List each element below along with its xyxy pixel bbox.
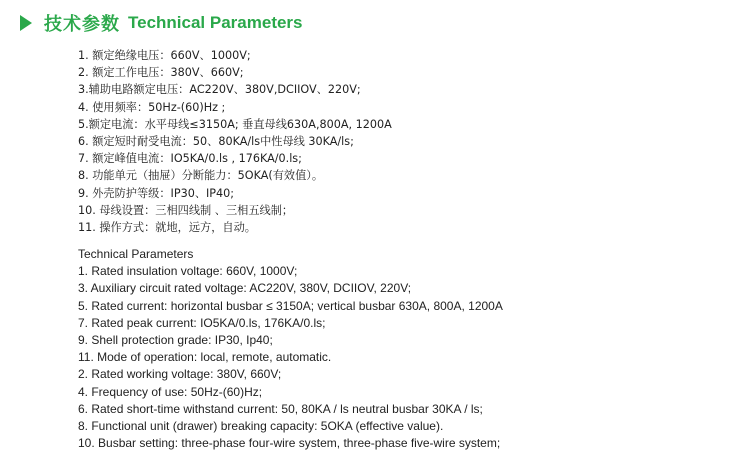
cn-param-item: 8. 功能单元（抽屉）分断能力：5OKA(有效值）。 — [78, 169, 324, 183]
en-param-item: 5. Rated current: horizontal busbar ≤ 3150A; vertical busbar 630A, 800A, 1200A — [78, 298, 503, 313]
cn-param-item: 9. 外壳防护等级：IP30、IP40; — [78, 186, 235, 200]
cn-param-item: 7. 额定峰值电流：IO5KA/0.ls , 176KA/0.ls; — [78, 152, 302, 166]
play-arrow-icon — [20, 15, 32, 31]
cn-param-item: 10. 母线设置：三相四线制 、三相五线制； — [78, 203, 294, 217]
section-header — [20, 10, 303, 36]
en-param-item: 4. Frequency of use: 50Hz-(60)Hz; — [78, 384, 263, 399]
cn-param-item: 3.辅助电路额定电压：AC220V、380V,DCIIOV、220V; — [78, 83, 361, 97]
en-param-item: 3. Auxiliary circuit rated voltage: AC220V, 380V, DCIIOV, 220V; — [78, 281, 412, 296]
cn-param-item: 11. 操作方式：就地，远方，自动。 — [78, 221, 256, 235]
cn-param-item: 2. 额定工作电压：380V、660V; — [78, 66, 244, 80]
en-parameter-list — [78, 263, 503, 452]
cn-param-item: 5.额定电流：水平母线≤3150A; 垂直母线630A,800A, 1200A — [78, 117, 392, 131]
cn-param-item: 6. 额定短时耐受电流：50、80KA/ls中性母线 30KA/ls; — [78, 135, 354, 149]
en-param-item: 1. Rated insulation voltage: 660V, 1000V; — [78, 264, 298, 279]
section-title-cn: 技术参数 — [44, 14, 120, 35]
en-param-item: 8. Functional unit (drawer) breaking capacity: 5OKA (effective value). — [78, 419, 444, 434]
en-parameter-section — [78, 246, 503, 452]
en-section-heading: Technical Parameters — [78, 247, 194, 261]
en-param-item: 2. Rated working voltage: 380V, 660V; — [78, 367, 282, 382]
en-param-item: 6. Rated short-time withstand current: 50, 80KA / ls neutral busbar 30KA / ls; — [78, 401, 483, 416]
cn-param-item: 1. 额定绝缘电压：660V、1000V; — [78, 49, 251, 62]
en-param-item: 11. Mode of operation: local, remote, automatic. — [78, 350, 332, 365]
cn-parameter-list — [78, 47, 392, 236]
en-param-item: 9. Shell protection grade: IP30, Ip40; — [78, 333, 273, 348]
en-param-item: 10. Busbar setting: three-phase four-wire system, three-phase five-wire system; — [78, 436, 501, 451]
cn-param-item: 4. 使用频率：50Hz-(60)Hz ; — [78, 100, 226, 114]
en-param-item: 7. Rated peak current: IO5KA/0.ls, 176KA/0.ls; — [78, 315, 326, 330]
section-title-en: Technical Parameters — [128, 13, 303, 32]
